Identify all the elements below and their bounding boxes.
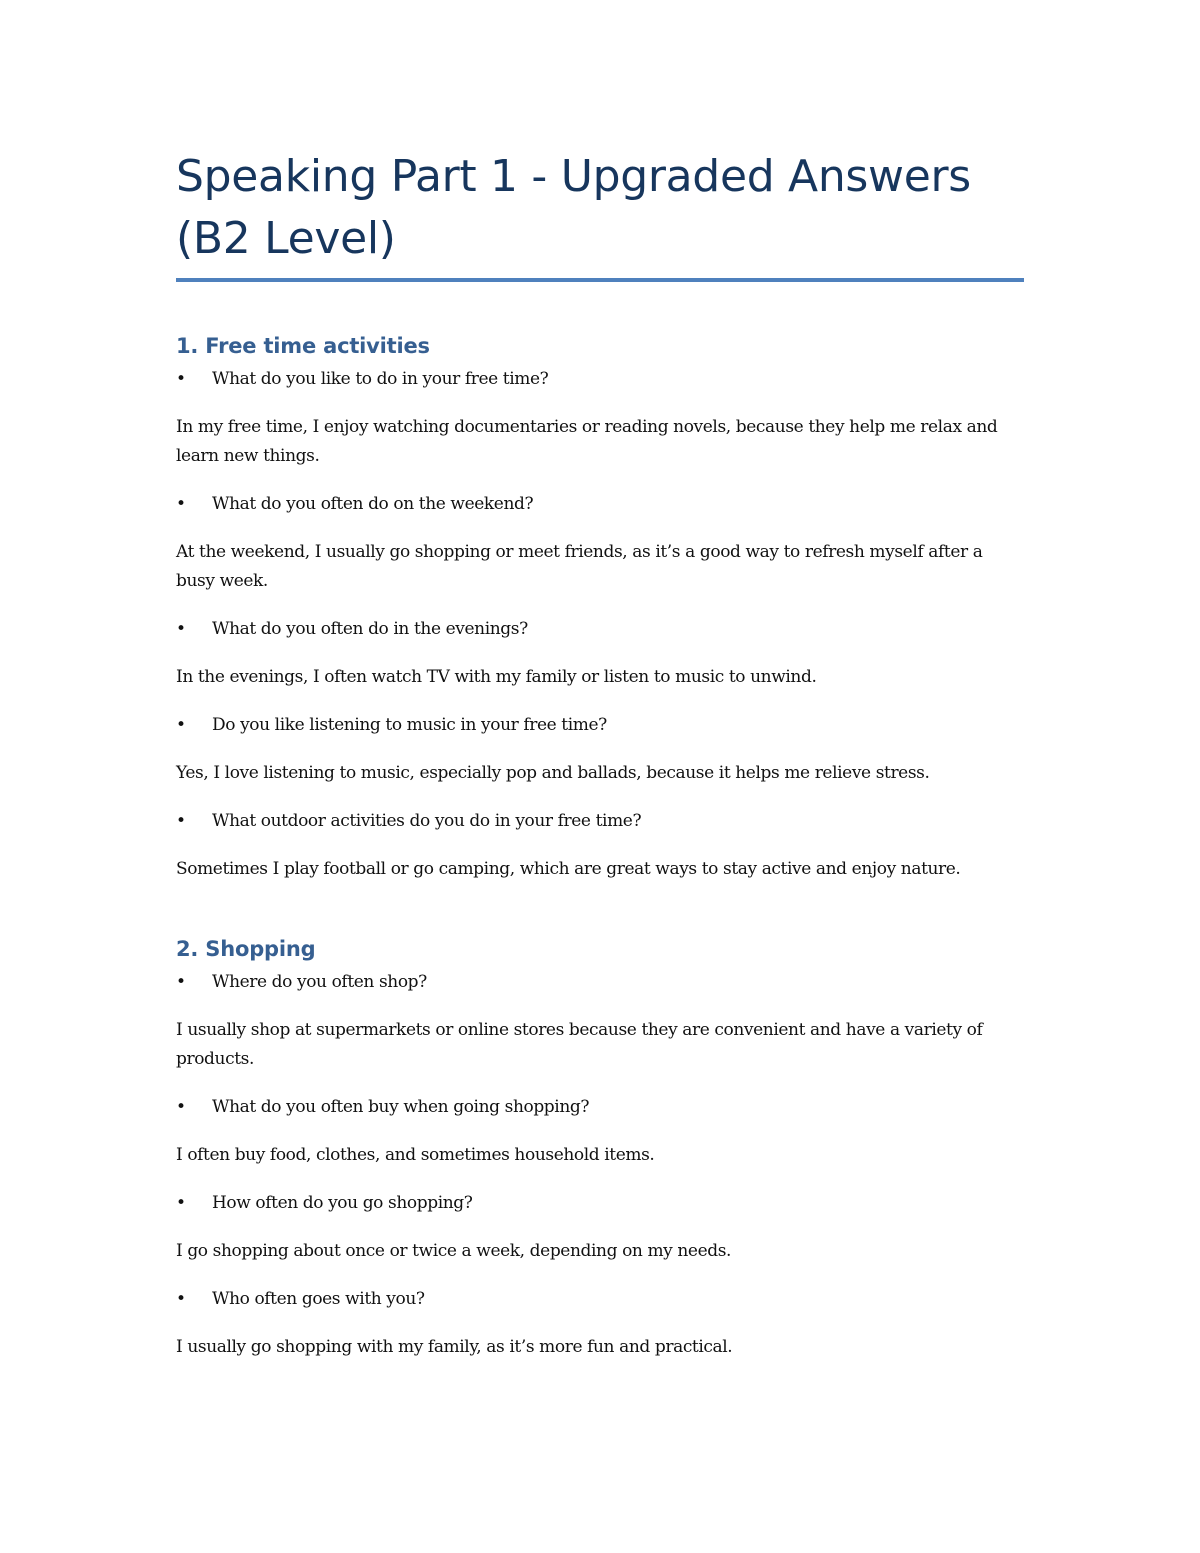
qa-item	[176, 365, 1024, 471]
bullet-icon: •	[176, 972, 186, 992]
question	[176, 711, 1024, 740]
question-text: Do you like listening to music in your free time?	[212, 715, 607, 735]
question	[176, 615, 1024, 644]
question	[176, 365, 1024, 394]
bullet-icon: •	[176, 1289, 186, 1309]
qa-item	[176, 711, 1024, 788]
qa-item	[176, 807, 1024, 884]
qa-item	[176, 615, 1024, 692]
bullet-icon: •	[176, 619, 186, 639]
qa-item	[176, 1189, 1024, 1266]
question-text: What do you often buy when going shopping?	[212, 1097, 590, 1117]
qa-item	[176, 1285, 1024, 1362]
qa-item	[176, 1093, 1024, 1170]
question-text: How often do you go shopping?	[212, 1193, 473, 1213]
question	[176, 490, 1024, 519]
qa-item	[176, 968, 1024, 1074]
question	[176, 807, 1024, 836]
bullet-icon: •	[176, 811, 186, 831]
question-text: What do you often do in the evenings?	[212, 619, 528, 639]
bullet-icon: •	[176, 369, 186, 389]
question	[176, 1189, 1024, 1218]
bullet-icon: •	[176, 1193, 186, 1213]
question	[176, 968, 1024, 997]
section-shopping	[176, 934, 1024, 1362]
document-title: Speaking Part 1 - Upgraded Answers (B2 Level)	[176, 151, 971, 264]
section-heading: 2. Shopping	[176, 937, 316, 961]
question-text: Where do you often shop?	[212, 972, 427, 992]
section-heading: 1. Free time activities	[176, 334, 430, 358]
answer: I go shopping about once or twice a week, depending on my needs.	[176, 1241, 732, 1261]
question-text: What do you often do on the weekend?	[212, 494, 534, 514]
question-text: What do you like to do in your free time?	[212, 369, 549, 389]
answer: In the evenings, I often watch TV with my family or listen to music to unwind.	[176, 667, 817, 687]
answer: I usually shop at supermarkets or online stores because they are convenient and have a variety of products.	[176, 1020, 983, 1069]
bullet-icon: •	[176, 715, 186, 735]
answer: I often buy food, clothes, and sometimes household items.	[176, 1145, 655, 1165]
question-text: Who often goes with you?	[212, 1289, 425, 1309]
bullet-icon: •	[176, 1097, 186, 1117]
answer: At the weekend, I usually go shopping or meet friends, as it’s a good way to refresh myself after a busy week.	[176, 542, 983, 591]
document-body	[176, 146, 1024, 1381]
answer: I usually go shopping with my family, as it’s more fun and practical.	[176, 1337, 733, 1357]
bullet-icon: •	[176, 494, 186, 514]
question	[176, 1285, 1024, 1314]
qa-item	[176, 490, 1024, 596]
answer: In my free time, I enjoy watching documentaries or reading novels, because they help me relax and learn new things.	[176, 417, 998, 466]
question	[176, 1093, 1024, 1122]
section-free-time	[176, 331, 1024, 884]
answer: Sometimes I play football or go camping, which are great ways to stay active and enjoy nature.	[176, 859, 961, 879]
answer: Yes, I love listening to music, especially pop and ballads, because it helps me relieve stress.	[176, 763, 930, 783]
title-underline	[176, 278, 1024, 282]
question-text: What outdoor activities do you do in your free time?	[212, 811, 642, 831]
